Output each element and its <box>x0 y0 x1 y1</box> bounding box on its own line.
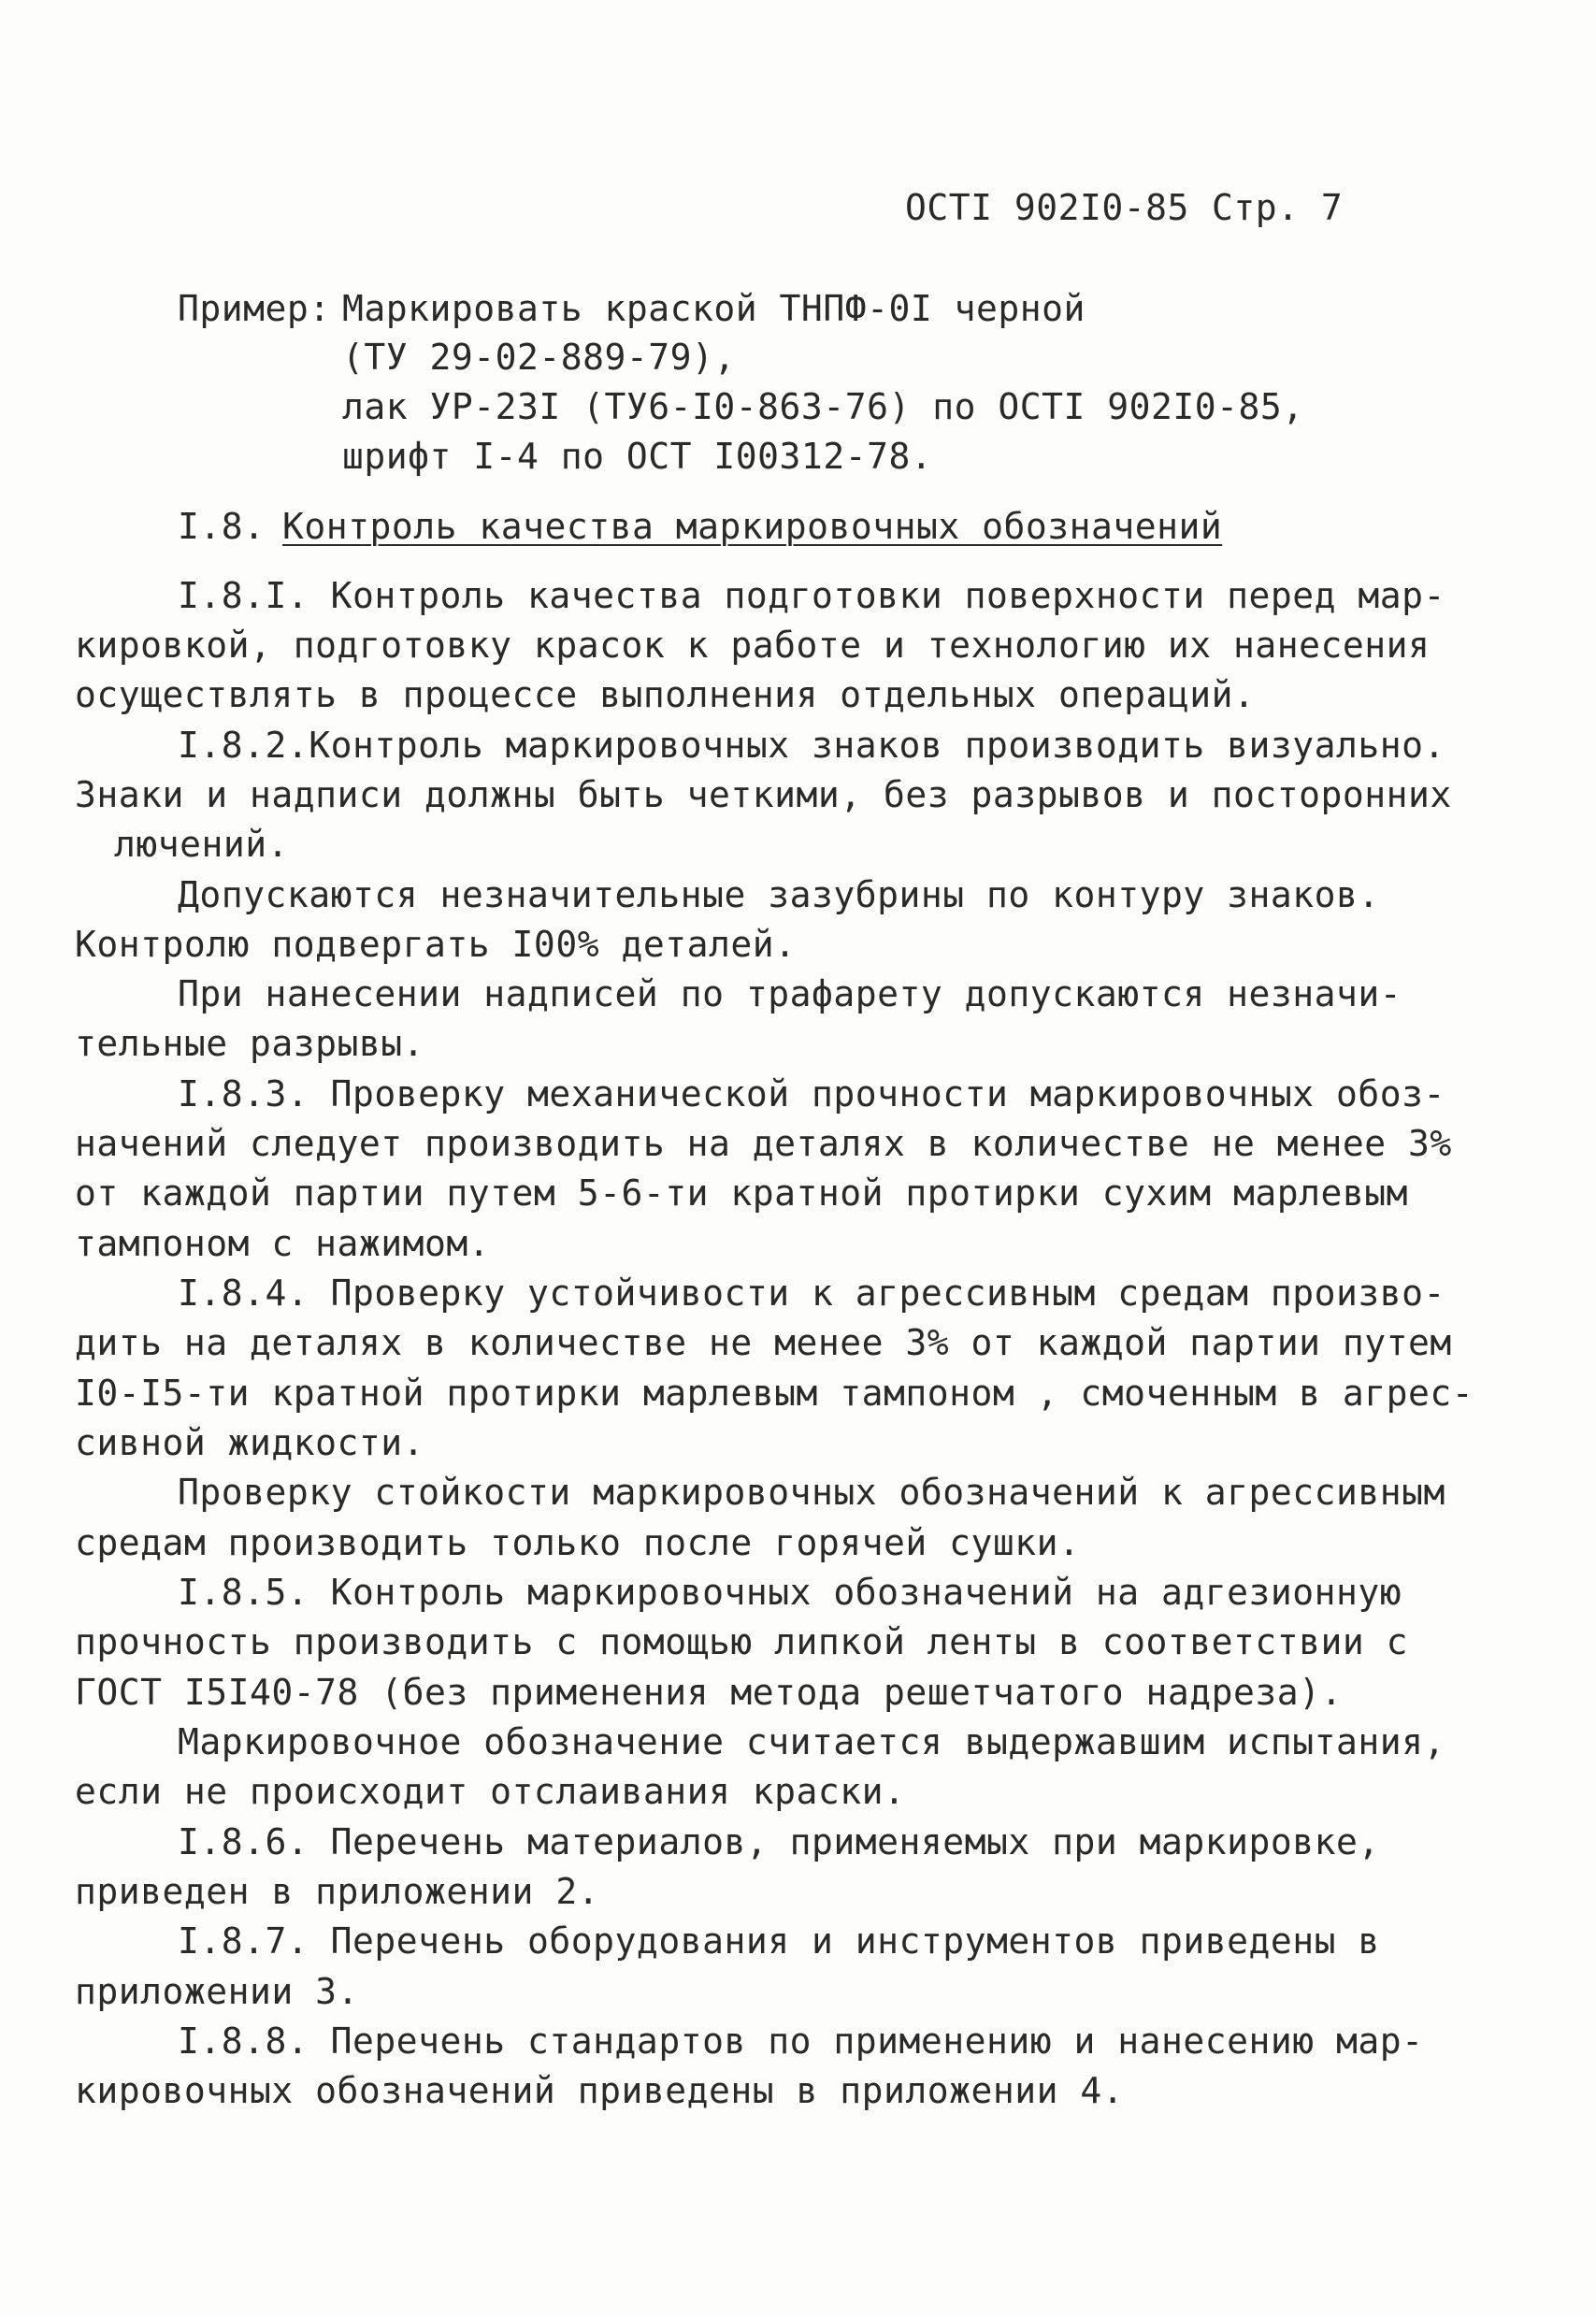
body-line: I.8.2.Контроль маркировочных знаков производить визуально. <box>178 725 1445 766</box>
body-line: I.8.6. Перечень материалов, применяемых при маркировке, <box>178 1821 1380 1862</box>
body-line: Проверку стойкости маркировочных обозначений к агрессивным <box>178 1472 1445 1513</box>
body-line: При нанесении надписей по трафарету допускаются незначи- <box>178 973 1402 1014</box>
body-line: средам производить только после горячей сушки. <box>75 1522 1081 1563</box>
body-line: I.8.7. Перечень оборудования и инструментов приведены в <box>178 1920 1380 1962</box>
section-title: Контроль качества маркировочных обозначений <box>282 506 1223 547</box>
body-line: Знаки и надписи должны быть четкими, без разрывов и посторонних <box>75 774 1452 815</box>
body-line: I.8.8. Перечень стандартов по применению и нанесению мар- <box>178 2020 1424 2062</box>
body-line: лючений. <box>114 824 290 865</box>
body-line: I.8.5. Контроль маркировочных обозначений на адгезионную <box>178 1572 1402 1613</box>
section-number: I.8. <box>178 506 266 547</box>
body-line: от каждой партии путем 5-6-ти кратной протирки сухим марлевым <box>75 1172 1409 1214</box>
body-line: тампоном с нажимом. <box>75 1223 491 1264</box>
body-line: Допускаются незначительные зазубрины по контуру знаков. <box>178 874 1380 915</box>
body-line: начений следует производить на деталях в количестве не менее 3% <box>75 1123 1452 1164</box>
body-line: I.8.4. Проверку устойчивости к агрессивным средам произво- <box>178 1273 1445 1314</box>
header-doc-code: ОСТI 902I0-85 <box>905 187 1189 228</box>
example-line: лак УР-23I (ТУ6-I0-863-76) по ОСТI 902I0-85, <box>342 386 1304 427</box>
body-line: кировкой, подготовку красок к работе и технологию их нанесения <box>75 625 1431 666</box>
body-line: приведен в приложении 2. <box>75 1871 600 1912</box>
body-line: I.8.I. Контроль качества подготовки поверхности перед мар- <box>178 575 1445 616</box>
body-line: Маркировочное обозначение считается выдержавшим испытания, <box>178 1721 1445 1762</box>
body-line: дить на деталях в количестве не менее 3% от каждой партии путем <box>75 1322 1452 1363</box>
body-line: тельные разрывы. <box>75 1023 425 1064</box>
body-line: I0-I5-ти кратной протирки марлевым тампоном , смоченным в агрес- <box>75 1373 1474 1414</box>
example-line: Маркировать краской ТНПФ-0I черной <box>342 288 1086 329</box>
body-line: кировочных обозначений приведены в приложении 4. <box>75 2070 1125 2111</box>
body-line: осуществлять в процессе выполнения отдельных операций. <box>75 674 1256 715</box>
header-page-label: Стр. 7 <box>1212 187 1344 228</box>
body-line: ГОСТ I5I40-78 (без применения метода решетчатого надреза). <box>75 1672 1343 1713</box>
body-line: I.8.3. Проверку механической прочности маркировочных обоз- <box>178 1073 1445 1114</box>
example-line: (ТУ 29-02-889-79), <box>342 337 736 378</box>
body-line: сивной жидкости. <box>75 1422 425 1463</box>
example-line: шрифт I-4 по ОСТ I00312-78. <box>342 436 933 477</box>
body-line: прочность производить с помощью липкой ленты в соответствии с <box>75 1621 1409 1662</box>
body-line: приложении 3. <box>75 1971 359 2012</box>
body-line: если не происходит отслаивания краски. <box>75 1771 906 1812</box>
example-label: Пример: <box>178 288 331 329</box>
body-line: Контролю подвергать I00% деталей. <box>75 924 797 965</box>
